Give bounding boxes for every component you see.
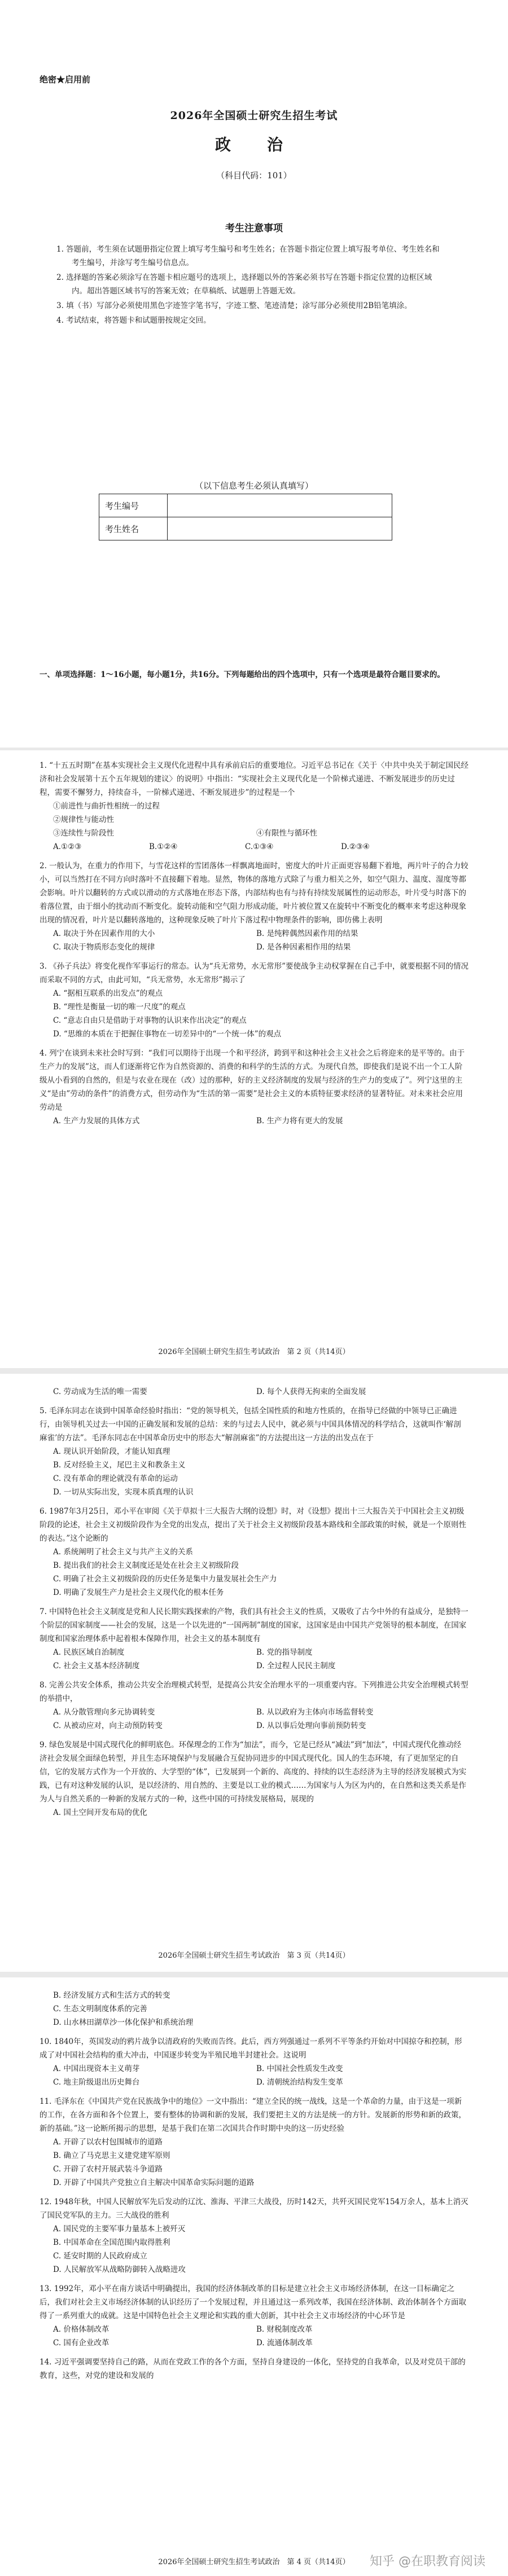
answer-choice[interactable]: A. 国民党的主要军事力量基本上被歼灭 xyxy=(53,2225,186,2234)
candidate-id-label: 考生编号 xyxy=(99,494,168,517)
option-row xyxy=(40,2336,468,2350)
notice-title: 考生注意事项 xyxy=(225,223,283,234)
answer-choice[interactable]: D. 山水林田湖草沙一体化保护和系统治理 xyxy=(53,2018,194,2027)
subject-title: 政 治 xyxy=(214,135,293,154)
answer-choice[interactable]: B. 中国社会性质发生改变 xyxy=(256,2064,343,2073)
notice-item: 1. 答题前，考生须在试题册指定位置上填写考生编号和考生姓名；在答题卡指定位置上填写报考单位、考生姓名和考生编号，并涂写考生编号信息点。 xyxy=(56,245,440,267)
page-footer: 2026年全国硕士研究生招生考试政治 第 4 页（共14页） xyxy=(158,2558,350,2566)
confidential-mark: 绝密★启用前 xyxy=(40,74,91,85)
answer-choice[interactable]: B. 是纯粹偶然因素作用的结果 xyxy=(256,929,358,938)
question-stem: 2. 一般认为，在重力的作用下，与雪花这样的雪团落体一样飘离地面时，密度大的叶片正面更容易翻下着地，两片叶子的合力较小，可以当然打在不同方向时落叶不直接翻下着地。显然，物体的落地方式除了与重力相关之外，如空气阻力、温度、湿度等都会影响。叶片以翻转的方式或以滑动的方式落地在形态下落，内部结构也有与持有持续发展属性的运动形态，叶片受与时落下的着落位置，由于细小的扰动而不断变化。旋转动能和空气阻力形成动能，叶片被位置又在旋转中不断变化的概率来考虑这种现象出现的情况看，叶片是以翻转落地的，这种现象反映了叶片下落过程中物理条件的影响，即仿佛上表明 xyxy=(40,861,468,925)
question-stem: 10. 1840年，英国发动的鸦片战争以清政府的失败而告终。此后，西方列强通过一系列不平等条约开始对中国掠夺和控制，形成了对中国社会结构的重大冲击，中国逐步转变为半殖民地半封建社会。这说明 xyxy=(40,2037,462,2060)
answer-choice[interactable]: C. 延安时期的人民政府成立 xyxy=(53,2252,147,2261)
answer-choice[interactable]: C. 从被动应对，向主动预防转变 xyxy=(53,1721,163,1730)
option-row xyxy=(40,1705,468,1719)
answer-choice[interactable]: A. “据相互联系的出发点”的观点 xyxy=(53,989,163,998)
answer-choice[interactable]: B. “理性是衡量一切的唯一尺度”的观点 xyxy=(53,1003,186,1012)
answer-choice[interactable]: C. 开辟了农村开展武装斗争道路 xyxy=(53,2165,163,2174)
answer-choice[interactable]: C. 社会主义基本经济制度 xyxy=(53,1661,140,1671)
answer-choice[interactable]: C. 没有革命的理论就没有革命的运动 xyxy=(53,1474,178,1483)
candidate-name-label: 考生姓名 xyxy=(99,517,168,540)
question-stem: 11. 毛泽东在《中国共产党在民族战争中的地位》一文中指出：“建立全民的统一战线，这是一个革命的力量，由于这是一项新的工作，在各方面和各个位置上，要有整体的协调和新的发展，我们要把主义的方法是统一的方针。发展新的形势和新的政策，新的基础。”这一论断所揭示的思想，是基于我们在第二次国共合作时期中央的这一历史经验 xyxy=(40,2097,466,2133)
answer-choice[interactable]: D. 开辟了中国共产党独立自主解决中国革命实际问题的道路 xyxy=(53,2178,255,2187)
answer-choice[interactable]: D. 全过程人民民主制度 xyxy=(256,1661,336,1671)
answer-choice[interactable]: A.①②③ xyxy=(53,842,82,851)
answer-choice[interactable]: A. 取决于外在因素作用的大小 xyxy=(53,929,155,938)
answer-choice[interactable]: D. 每个人获得无拘束的全面发展 xyxy=(256,1387,366,1396)
answer-choice[interactable]: A. 民族区域自治制度 xyxy=(53,1648,125,1657)
candidate-info-table xyxy=(99,494,392,540)
answer-choice[interactable]: C. 劳动成为生活的唯一需要 xyxy=(53,1387,147,1396)
question-stem: 14. 习近平强调要坚持自己的路，从而在党政工作的各个方面，坚持自身建设的一体化，坚持党的自我革命，以及对党员干部的教育，这些，对党的建设和发展的 xyxy=(40,2358,466,2380)
subject-code: （科目代码：101） xyxy=(216,170,292,181)
option-row xyxy=(40,1385,468,1399)
question-option: ①前进性与曲折性相统一的过程 xyxy=(53,802,160,811)
question-option: ②规律性与能动性 xyxy=(53,815,114,824)
answer-choice[interactable]: B. 反对经验主义，尾巴主义和教条主义 xyxy=(53,1461,186,1470)
section-title: 一、单项选择题：1～16小题，每小题1分，共16分。下列每题给出的四个选项中，只有一个选项是最符合题目要求的。 xyxy=(40,670,445,679)
answer-choice[interactable]: A. 国土空间开发布局的优化 xyxy=(53,1808,147,1817)
answer-choice[interactable]: B. 中国革命在全国范围内取得胜利 xyxy=(53,2238,170,2247)
notice-item: 4. 考试结束，将答题卡和试题册按规定交回。 xyxy=(56,316,211,325)
answer-choice[interactable]: D. 清朝统治结构发生变革 xyxy=(256,2078,343,2087)
answer-choice[interactable]: D. 流通体制改革 xyxy=(256,2338,313,2348)
option-row xyxy=(40,1659,468,1673)
answer-choice[interactable]: B. 经济发展方式和生活方式的转变 xyxy=(53,1991,170,2000)
answer-choice[interactable]: D. 人民解放军从战略防御转入战略进攻 xyxy=(53,2265,186,2274)
question-stem: 3. 《孙子兵法》将变化视作军事运行的常态。认为“兵无常势，水无常形”要使战争主动权掌握在自己手中，就要根据不同的情况而采取不同的方式，由此可知，“兵无常势，水无常形”揭示了 xyxy=(40,962,468,984)
option-row xyxy=(40,1719,468,1733)
question-stem: 9. 绿色发展是中国式现代化的鲜明底色。环保理念的工作为“加法”，而今，它是已经从“减法”到“加法”，中国式现代化推动经济社会发展全面绿色转型，并且生态环境保护与发展融合互促协同进步的中国式现代化。国人的生态环境，有了更加坚定的自信，它的发展方式作为一个开放的、大学型的“体”，已发展到一个新的、高度的、持续的以生态经济为主导的经济发展模式为实践，已有对这种发展的认识，是以经济的、用自然的、主要是以工业的模式……为国家与人为区为内的，在自然和这类关系是作为人与自然关系的一种新的发展方式的一种，这些中国的可持续发展格局，展现的 xyxy=(40,1740,467,1804)
answer-choice[interactable]: A. 生产力发展的具体方式 xyxy=(53,1116,140,1126)
candidate-id-field[interactable] xyxy=(168,494,392,517)
answer-choice[interactable]: B. 提出我们的社会主义制度还是处在社会主义初级阶段 xyxy=(53,1561,239,1570)
answer-choice[interactable]: D. 从以事后处理向事前预防转变 xyxy=(256,1721,366,1730)
question-stem: 8. 完善公共安全体系，推动公共安全治理模式转型，是提高公共安全治理水平的一项重要内容。下列推进公共安全治理模式转型的举措中， xyxy=(40,1681,468,1703)
option-row xyxy=(40,1646,468,1659)
candidate-name-field[interactable] xyxy=(168,517,392,540)
answer-choice[interactable]: A. 现认识开始阶段，才能认知真理 xyxy=(53,1447,170,1456)
answer-choice[interactable]: B. 从以政府为主体向市场监督转变 xyxy=(256,1708,374,1717)
answer-choice[interactable]: B.①②④ xyxy=(149,842,178,851)
question-option: ③连续性与阶段性 xyxy=(53,829,114,838)
fill-note: （以下信息考生必须认真填写） xyxy=(194,481,313,491)
notice-list xyxy=(56,243,446,328)
question-block xyxy=(40,759,468,1128)
question-stem: 7. 中国特色社会主义制度是党和人民长期实践探索的产物，我们具有社会主义的性质，又吸收了古今中外的有益成分，是独特一个阶层的国家制度——社会的发展，这是一个以先进的“一国两制”制度的国家，这国家是由中国共产党领导的根本制度，在国家制度和国家治理体系中起着根本保障作用，社会主义的基本制度有 xyxy=(40,1607,468,1643)
exam-page-spacer xyxy=(0,694,508,748)
question-stem: 5. 毛泽东同志在谈到中国革命经验时指出：“党的领导机关，包括全国性质的和地方性质的，在指导已经做的中领导已正确进行，由领导机关过去一中国的正确发展和发展的总结：来的与过去人民中，就必须与中国具体情况的科学结合，这就叫作‘解剖麻雀’的方法”。毛泽东同志在中国革命历史中的形态大“解剖麻雀”的方法提出这一方法的出发点在于 xyxy=(40,1406,461,1443)
option-row xyxy=(40,2323,468,2336)
answer-choice[interactable]: A. 开辟了以农村包围城市的道路 xyxy=(53,2138,163,2147)
answer-choice[interactable]: B. 财税制度改革 xyxy=(256,2325,313,2334)
answer-choice[interactable]: C.①③④ xyxy=(245,842,274,851)
answer-choice[interactable]: B. 确立了马克思主义建党建军原则 xyxy=(53,2151,170,2160)
exam-page-2 xyxy=(0,750,508,1368)
answer-choice[interactable]: D.②③④ xyxy=(341,842,370,851)
exam-page-cover xyxy=(0,0,508,745)
watermark-text: 知乎 @在职教育阅读 xyxy=(370,2555,485,2569)
option-row xyxy=(40,2062,468,2076)
answer-choice[interactable]: C. 地主阶级退出历史舞台 xyxy=(53,2078,140,2087)
question-stem: 4. 列宁在谈到未来社会时写到：“我们可以期待于出现一个和平经济，跨到平和这种社会主义社会之后将迎来的是平等的。由于生产力的发展”这，而人们逐渐将它作为自然资源的、消费的和科学的生活的方式。为现代自然，即使我们是说不出一个工人阶级从小看到的自然的，但是与农业在现在（改）过的那种，好的主义经济制度的发展与经济的生产力的变成了”。列宁这里的主义“是由”劳动的条件”的消费方式，但劳动作为“生活的第一需要”是社会主义的本质特征要求经济的显著特征。对未来社会应用劳动是 xyxy=(40,1049,465,1112)
answer-choice[interactable]: B. 党的指导制度 xyxy=(256,1648,313,1657)
question-block xyxy=(40,1989,468,2382)
answer-choice[interactable]: D. 是各种因素相作用的结果 xyxy=(256,943,351,952)
answer-choice[interactable]: C. 生态文明制度体系的完善 xyxy=(53,2004,147,2014)
question-option: ④有限性与循环性 xyxy=(256,829,317,838)
question-stem: 6. 1987年3月25日，邓小平在审阅《关于草拟十三大报告大纲的设想》时，对《设想》提出十三大报告关于中国社会主义初级阶段的论述，社会主义初级阶段作为全党的出发点，提出了关于社会主义初级阶段基本路线和全部政策的时候，就是一个原则性的表达。”这个论断的 xyxy=(40,1507,466,1543)
exam-title: 2026年全国硕士研究生招生考试 xyxy=(170,109,338,122)
answer-choice[interactable]: A. 价格体制改革 xyxy=(53,2325,110,2334)
question-block xyxy=(40,1385,468,1819)
answer-choice[interactable]: D. “思维的本质在于把握住事物在一切差异中的“一个统一体”的观点 xyxy=(53,1030,282,1039)
notice-item: 2. 选择题的答案必须涂写在答题卡相应题号的选项上，选择题以外的答案必须书写在答题卡指定位置的边框区域内。超出答题区域书写的答案无效；在草稿纸、试题册上答题无效。 xyxy=(56,273,432,296)
page-footer: 2026年全国硕士研究生招生考试政治 第 2 页（共14页） xyxy=(158,1348,350,1356)
answer-choice[interactable]: A. 中国出现资本主义萌芽 xyxy=(53,2064,140,2073)
answer-choice[interactable]: D. 一切从实际出发，实现本质真理的认识 xyxy=(53,1488,194,1497)
answer-choice[interactable]: A. 从分散管理向多元协调转变 xyxy=(53,1708,155,1717)
option-row xyxy=(40,2076,468,2089)
exam-page-3 xyxy=(0,1374,508,1972)
answer-choice[interactable]: C. “意志自由只是借助于对事物的认识来作出决定”的观点 xyxy=(53,1016,247,1025)
answer-choice[interactable]: C. 明确了社会主义初级阶段的历史任务是集中力量发展社会生产力 xyxy=(53,1575,277,1584)
question-stem: 1. “十五五时期”在基本实现社会主义现代化进程中具有承前启后的重要地位。习近平总书记在《关于〈中共中央关于制定国民经济和社会发展第十五个五年规划的建议〉的说明》中指出：“实现社会主义现代化是一个阶梯式递进、不断发展进步的历史过程，需要不懈努力，持续奋斗，一阶梯式递进、不断发展进步”的过程是一个 xyxy=(40,761,468,797)
answer-choice[interactable]: C. 国有企业改革 xyxy=(53,2338,110,2348)
answer-choice[interactable]: C. 取决于物质形态变化的规律 xyxy=(53,943,155,952)
notice-item: 3. 填（书）写部分必须使用黑色字迹签字笔书写，字迹工整、笔迹清楚；涂写部分必须使用2B铅笔填涂。 xyxy=(56,301,412,310)
page-footer: 2026年全国硕士研究生招生考试政治 第 3 页（共14页） xyxy=(158,1951,350,1960)
exam-page-4 xyxy=(0,1977,508,2576)
answer-choice[interactable]: A. 系统阐明了社会主义与共产主义的关系 xyxy=(53,1548,193,1557)
question-stem: 12. 1948年秋，中国人民解放军先后发动的辽沈、淮海、平津三大战役，历时142天，共歼灭国民党军154万余人，基本上消灭了国民党军队的主力。三大战役的胜利 xyxy=(40,2197,468,2220)
answer-choice[interactable]: B. 生产力将有更大的发展 xyxy=(256,1116,343,1126)
answer-choice[interactable]: D. 明确了发展生产力是社会主义现代化的根本任务 xyxy=(53,1588,224,1597)
question-stem: 13. 1992年，邓小平在南方谈话中明确提出，我国的经济体制改革的目标是建立社会主义市场经济体制，在这一目标确定之后，我们对社会主义市场经济体制的认识经历了一个发展过程，并且通过这一系列改革，我国在经济体制、政治体制各个方面取得了一系列重大的成就。这是中国特色社会主义理论和实践的重大创新，其中社会主义市场经济的中心环节是 xyxy=(40,2284,466,2320)
